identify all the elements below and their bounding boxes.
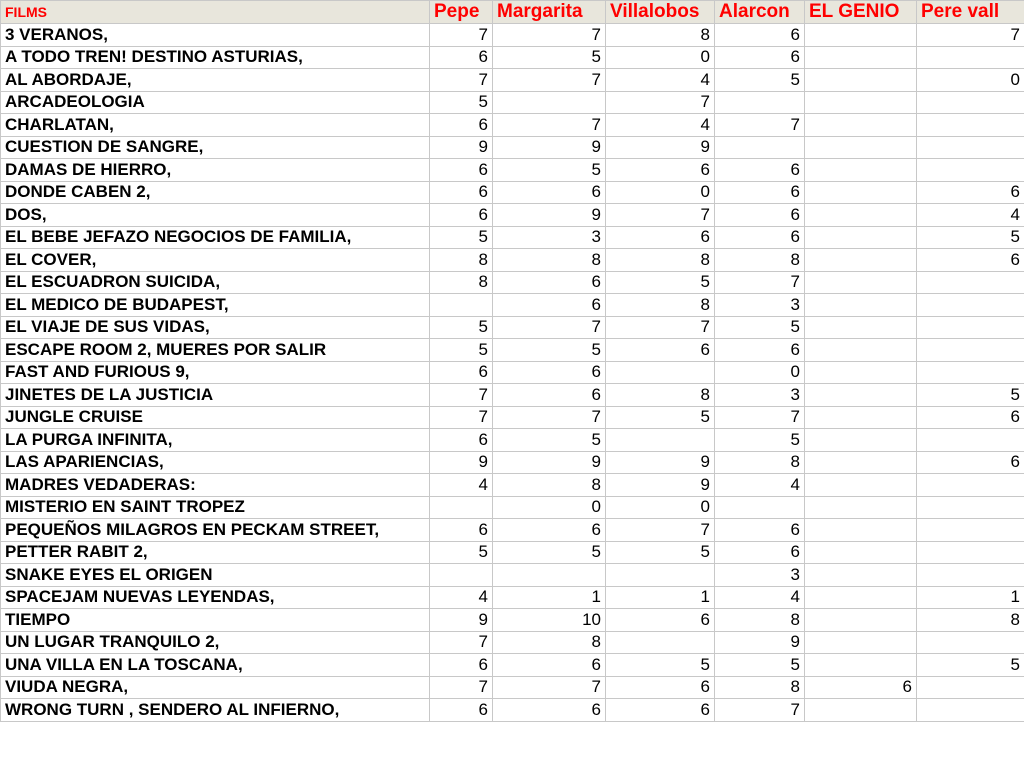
score-cell[interactable]: 6	[493, 294, 606, 317]
score-cell[interactable]	[805, 609, 917, 632]
score-cell[interactable]: 4	[430, 474, 493, 497]
score-cell[interactable]: 6	[917, 181, 1024, 204]
table-row	[1, 204, 1024, 227]
film-title-cell[interactable]: EL ESCUADRON SUICIDA,	[1, 271, 430, 294]
score-cell[interactable]	[917, 541, 1024, 564]
score-cell[interactable]: 5	[430, 316, 493, 339]
score-cell[interactable]	[917, 429, 1024, 452]
score-cell[interactable]: 6	[606, 226, 715, 249]
score-cell[interactable]: 8	[606, 24, 715, 47]
score-cell[interactable]	[805, 271, 917, 294]
table-row	[1, 114, 1024, 137]
film-title-cell[interactable]: FAST AND FURIOUS 9,	[1, 361, 430, 384]
score-cell[interactable]: 6	[430, 699, 493, 722]
score-cell[interactable]	[917, 676, 1024, 699]
score-cell[interactable]: 5	[430, 91, 493, 114]
score-cell[interactable]: 8	[606, 294, 715, 317]
score-cell[interactable]: 6	[606, 609, 715, 632]
score-cell[interactable]: 5	[917, 384, 1024, 407]
film-title-cell[interactable]: ARCADEOLOGIA	[1, 91, 430, 114]
score-cell[interactable]: 7	[606, 204, 715, 227]
table-row	[1, 631, 1024, 654]
table-row	[1, 429, 1024, 452]
table-row	[1, 159, 1024, 182]
score-cell[interactable]	[917, 339, 1024, 362]
score-cell[interactable]: 5	[493, 46, 606, 69]
score-cell[interactable]	[805, 406, 917, 429]
film-title-cell[interactable]: EL COVER,	[1, 249, 430, 272]
score-cell[interactable]	[430, 564, 493, 587]
score-cell[interactable]: 6	[917, 249, 1024, 272]
score-cell[interactable]	[805, 204, 917, 227]
score-cell[interactable]: 7	[430, 631, 493, 654]
score-cell[interactable]: 6	[493, 519, 606, 542]
score-cell[interactable]	[805, 226, 917, 249]
table-row	[1, 46, 1024, 69]
score-cell[interactable]: 6	[493, 181, 606, 204]
score-cell[interactable]: 5	[493, 159, 606, 182]
score-cell[interactable]	[917, 519, 1024, 542]
film-title-cell[interactable]: JINETES DE LA JUSTICIA	[1, 384, 430, 407]
score-cell[interactable]: 9	[606, 451, 715, 474]
film-title-cell[interactable]: DONDE CABEN 2,	[1, 181, 430, 204]
score-cell[interactable]	[805, 24, 917, 47]
score-cell[interactable]: 6	[430, 159, 493, 182]
score-cell[interactable]: 8	[917, 609, 1024, 632]
score-cell[interactable]	[917, 46, 1024, 69]
score-cell[interactable]: 0	[917, 69, 1024, 92]
score-cell[interactable]	[805, 361, 917, 384]
score-cell[interactable]	[430, 294, 493, 317]
score-cell[interactable]	[917, 361, 1024, 384]
film-title-cell[interactable]: EL VIAJE DE SUS VIDAS,	[1, 316, 430, 339]
score-cell[interactable]: 6	[715, 541, 805, 564]
score-cell[interactable]	[917, 474, 1024, 497]
reviewer-header-pepe[interactable]: Pepe	[430, 1, 493, 24]
film-title-cell[interactable]: UNA VILLA EN LA TOSCANA,	[1, 654, 430, 677]
score-cell[interactable]: 1	[606, 586, 715, 609]
score-cell[interactable]: 7	[715, 114, 805, 137]
score-cell[interactable]: 6	[430, 181, 493, 204]
film-title-cell[interactable]: UN LUGAR TRANQUILO 2,	[1, 631, 430, 654]
score-cell[interactable]: 7	[606, 91, 715, 114]
film-title-cell[interactable]: EL MEDICO DE BUDAPEST,	[1, 294, 430, 317]
score-cell[interactable]: 6	[430, 429, 493, 452]
table-row	[1, 339, 1024, 362]
score-cell[interactable]: 0	[606, 46, 715, 69]
score-cell[interactable]: 3	[715, 384, 805, 407]
table-row	[1, 699, 1024, 722]
score-cell[interactable]	[917, 159, 1024, 182]
score-cell[interactable]: 6	[805, 676, 917, 699]
table-row	[1, 541, 1024, 564]
score-cell[interactable]: 6	[430, 361, 493, 384]
film-title-cell[interactable]: LA PURGA INFINITA,	[1, 429, 430, 452]
score-cell[interactable]: 7	[493, 406, 606, 429]
score-cell[interactable]: 3	[493, 226, 606, 249]
score-cell[interactable]: 3	[715, 294, 805, 317]
film-title-cell[interactable]: LAS APARIENCIAS,	[1, 451, 430, 474]
table-row	[1, 249, 1024, 272]
table-row	[1, 654, 1024, 677]
score-cell[interactable]: 8	[493, 474, 606, 497]
score-cell[interactable]: 5	[493, 429, 606, 452]
score-cell[interactable]: 7	[715, 271, 805, 294]
score-cell[interactable]: 5	[606, 541, 715, 564]
score-cell[interactable]	[805, 69, 917, 92]
score-cell[interactable]	[805, 249, 917, 272]
score-cell[interactable]: 6	[493, 654, 606, 677]
score-cell[interactable]: 0	[715, 361, 805, 384]
film-title-cell[interactable]: JUNGLE CRUISE	[1, 406, 430, 429]
score-cell[interactable]: 6	[493, 361, 606, 384]
score-cell[interactable]: 5	[430, 226, 493, 249]
film-title-cell[interactable]: EL BEBE JEFAZO NEGOCIOS DE FAMILIA,	[1, 226, 430, 249]
header-row	[1, 1, 1024, 24]
score-cell[interactable]	[805, 294, 917, 317]
score-cell[interactable]	[917, 294, 1024, 317]
score-cell[interactable]: 7	[430, 676, 493, 699]
score-cell[interactable]	[606, 429, 715, 452]
score-cell[interactable]: 6	[606, 159, 715, 182]
score-cell[interactable]	[805, 451, 917, 474]
score-cell[interactable]: 6	[715, 339, 805, 362]
score-cell[interactable]: 9	[606, 136, 715, 159]
score-cell[interactable]: 6	[493, 384, 606, 407]
score-cell[interactable]: 5	[606, 654, 715, 677]
score-cell[interactable]: 6	[430, 519, 493, 542]
score-cell[interactable]: 0	[606, 496, 715, 519]
score-cell[interactable]: 6	[715, 159, 805, 182]
score-cell[interactable]: 8	[606, 249, 715, 272]
film-title-cell[interactable]: AL ABORDAJE,	[1, 69, 430, 92]
score-cell[interactable]: 6	[715, 46, 805, 69]
table-row	[1, 69, 1024, 92]
film-title-cell[interactable]: VIUDA NEGRA,	[1, 676, 430, 699]
score-cell[interactable]	[715, 496, 805, 519]
films-column-header[interactable]: FILMS	[1, 1, 430, 24]
score-cell[interactable]	[805, 586, 917, 609]
score-cell[interactable]	[805, 181, 917, 204]
score-cell[interactable]: 8	[430, 271, 493, 294]
table-row	[1, 294, 1024, 317]
score-cell[interactable]: 4	[917, 204, 1024, 227]
reviewer-header-pere-vall[interactable]: Pere vall	[917, 1, 1024, 24]
score-cell[interactable]: 6	[715, 226, 805, 249]
score-cell[interactable]: 7	[493, 316, 606, 339]
table-row	[1, 24, 1024, 47]
film-title-cell[interactable]: TIEMPO	[1, 609, 430, 632]
table-row	[1, 316, 1024, 339]
score-cell[interactable]: 7	[493, 114, 606, 137]
score-cell[interactable]	[917, 564, 1024, 587]
score-cell[interactable]: 8	[493, 249, 606, 272]
score-cell[interactable]: 6	[715, 519, 805, 542]
score-cell[interactable]	[917, 114, 1024, 137]
score-cell[interactable]: 4	[715, 586, 805, 609]
film-title-cell[interactable]: A TODO TREN! DESTINO ASTURIAS,	[1, 46, 430, 69]
table-row	[1, 226, 1024, 249]
score-cell[interactable]: 7	[606, 519, 715, 542]
score-cell[interactable]: 0	[493, 496, 606, 519]
table-row	[1, 451, 1024, 474]
score-cell[interactable]	[805, 699, 917, 722]
score-cell[interactable]	[493, 91, 606, 114]
score-cell[interactable]: 5	[917, 654, 1024, 677]
score-cell[interactable]: 9	[430, 136, 493, 159]
film-title-cell[interactable]: PEQUEÑOS MILAGROS EN PECKAM STREET,	[1, 519, 430, 542]
score-cell[interactable]: 7	[430, 406, 493, 429]
score-cell[interactable]	[805, 631, 917, 654]
table-row	[1, 586, 1024, 609]
score-cell[interactable]	[805, 136, 917, 159]
score-cell[interactable]	[805, 91, 917, 114]
score-cell[interactable]: 8	[715, 609, 805, 632]
score-cell[interactable]	[606, 631, 715, 654]
table-row	[1, 91, 1024, 114]
score-cell[interactable]: 6	[715, 24, 805, 47]
score-cell[interactable]: 7	[430, 384, 493, 407]
score-cell[interactable]: 7	[715, 406, 805, 429]
score-cell[interactable]	[493, 564, 606, 587]
score-cell[interactable]: 7	[493, 24, 606, 47]
score-cell[interactable]: 8	[430, 249, 493, 272]
score-cell[interactable]	[805, 564, 917, 587]
score-cell[interactable]	[805, 541, 917, 564]
table-row	[1, 271, 1024, 294]
score-cell[interactable]: 10	[493, 609, 606, 632]
score-cell[interactable]: 9	[493, 136, 606, 159]
score-cell[interactable]	[805, 114, 917, 137]
score-cell[interactable]	[917, 631, 1024, 654]
score-cell[interactable]: 5	[715, 316, 805, 339]
score-cell[interactable]: 8	[493, 631, 606, 654]
score-cell[interactable]: 6	[917, 406, 1024, 429]
score-cell[interactable]	[715, 91, 805, 114]
table-row	[1, 564, 1024, 587]
score-cell[interactable]: 6	[493, 271, 606, 294]
score-cell[interactable]	[715, 136, 805, 159]
score-cell[interactable]: 8	[606, 384, 715, 407]
film-title-cell[interactable]: CHARLATAN,	[1, 114, 430, 137]
film-title-cell[interactable]: CUESTION DE SANGRE,	[1, 136, 430, 159]
score-cell[interactable]: 7	[917, 24, 1024, 47]
score-cell[interactable]: 6	[430, 46, 493, 69]
score-cell[interactable]: 5	[606, 271, 715, 294]
score-cell[interactable]	[917, 699, 1024, 722]
score-cell[interactable]	[805, 519, 917, 542]
score-cell[interactable]: 9	[430, 609, 493, 632]
score-cell[interactable]: 9	[493, 204, 606, 227]
score-cell[interactable]: 4	[606, 114, 715, 137]
score-cell[interactable]	[805, 316, 917, 339]
film-title-cell[interactable]: MISTERIO EN SAINT TROPEZ	[1, 496, 430, 519]
score-cell[interactable]: 5	[715, 654, 805, 677]
score-cell[interactable]: 7	[430, 24, 493, 47]
score-cell[interactable]: 8	[715, 249, 805, 272]
score-cell[interactable]	[805, 46, 917, 69]
table-row	[1, 181, 1024, 204]
score-cell[interactable]: 6	[430, 204, 493, 227]
score-cell[interactable]: 9	[493, 451, 606, 474]
score-cell[interactable]: 5	[715, 429, 805, 452]
score-cell[interactable]	[917, 91, 1024, 114]
score-cell[interactable]: 0	[606, 181, 715, 204]
score-cell[interactable]: 6	[606, 699, 715, 722]
score-cell[interactable]: 7	[493, 676, 606, 699]
score-cell[interactable]: 7	[715, 699, 805, 722]
film-title-cell[interactable]: WRONG TURN , SENDERO AL INFIERNO,	[1, 699, 430, 722]
table-row	[1, 496, 1024, 519]
score-cell[interactable]: 9	[715, 631, 805, 654]
table-row	[1, 474, 1024, 497]
score-cell[interactable]: 8	[715, 676, 805, 699]
score-cell[interactable]: 5	[493, 541, 606, 564]
score-cell[interactable]	[917, 136, 1024, 159]
score-cell[interactable]: 5	[917, 226, 1024, 249]
score-cell[interactable]: 4	[606, 69, 715, 92]
table-row	[1, 676, 1024, 699]
reviewer-header-margarita[interactable]: Margarita	[493, 1, 606, 24]
table-row	[1, 384, 1024, 407]
score-cell[interactable]: 1	[493, 586, 606, 609]
score-cell[interactable]	[430, 496, 493, 519]
score-cell[interactable]	[805, 496, 917, 519]
score-cell[interactable]: 6	[606, 339, 715, 362]
score-cell[interactable]: 5	[493, 339, 606, 362]
score-cell[interactable]	[805, 429, 917, 452]
film-title-cell[interactable]: PETTER RABIT 2,	[1, 541, 430, 564]
score-cell[interactable]: 5	[430, 541, 493, 564]
score-cell[interactable]: 7	[430, 69, 493, 92]
score-cell[interactable]: 4	[430, 586, 493, 609]
film-title-cell[interactable]: SPACEJAM NUEVAS LEYENDAS,	[1, 586, 430, 609]
film-title-cell[interactable]: SNAKE EYES EL ORIGEN	[1, 564, 430, 587]
film-rows	[1, 24, 1024, 722]
score-cell[interactable]	[805, 159, 917, 182]
score-cell[interactable]: 9	[430, 451, 493, 474]
film-title-cell[interactable]: MADRES VEDADERAS:	[1, 474, 430, 497]
table-row	[1, 406, 1024, 429]
score-cell[interactable]	[917, 316, 1024, 339]
score-cell[interactable]: 1	[917, 586, 1024, 609]
table-row	[1, 361, 1024, 384]
score-cell[interactable]: 5	[715, 69, 805, 92]
score-cell[interactable]: 3	[715, 564, 805, 587]
score-cell[interactable]: 6	[917, 451, 1024, 474]
score-cell[interactable]: 6	[493, 699, 606, 722]
score-cell[interactable]	[805, 474, 917, 497]
score-cell[interactable]: 5	[606, 406, 715, 429]
reviewer-header-alarcon[interactable]: Alarcon	[715, 1, 805, 24]
film-title-cell[interactable]: DAMAS DE HIERRO,	[1, 159, 430, 182]
film-title-cell[interactable]: ESCAPE ROOM 2, MUERES POR SALIR	[1, 339, 430, 362]
reviewer-header-el-genio[interactable]: EL GENIO	[805, 1, 917, 24]
table-row	[1, 609, 1024, 632]
score-cell[interactable]	[917, 496, 1024, 519]
score-cell[interactable]: 5	[430, 339, 493, 362]
reviewer-header-villalobos[interactable]: Villalobos	[606, 1, 715, 24]
score-cell[interactable]: 6	[715, 204, 805, 227]
score-cell[interactable]	[606, 361, 715, 384]
score-cell[interactable]: 9	[606, 474, 715, 497]
score-cell[interactable]: 7	[493, 69, 606, 92]
film-title-cell[interactable]: 3 VERANOS,	[1, 24, 430, 47]
score-cell[interactable]	[917, 271, 1024, 294]
table-row	[1, 136, 1024, 159]
score-cell[interactable]	[805, 384, 917, 407]
score-cell[interactable]: 8	[715, 451, 805, 474]
table-row	[1, 519, 1024, 542]
score-cell[interactable]	[805, 339, 917, 362]
score-cell[interactable]: 6	[430, 654, 493, 677]
score-cell[interactable]: 6	[430, 114, 493, 137]
score-cell[interactable]	[805, 654, 917, 677]
score-cell[interactable]: 7	[606, 316, 715, 339]
score-cell[interactable]: 6	[606, 676, 715, 699]
score-cell[interactable]: 4	[715, 474, 805, 497]
score-cell[interactable]: 6	[715, 181, 805, 204]
film-title-cell[interactable]: DOS,	[1, 204, 430, 227]
score-cell[interactable]	[606, 564, 715, 587]
